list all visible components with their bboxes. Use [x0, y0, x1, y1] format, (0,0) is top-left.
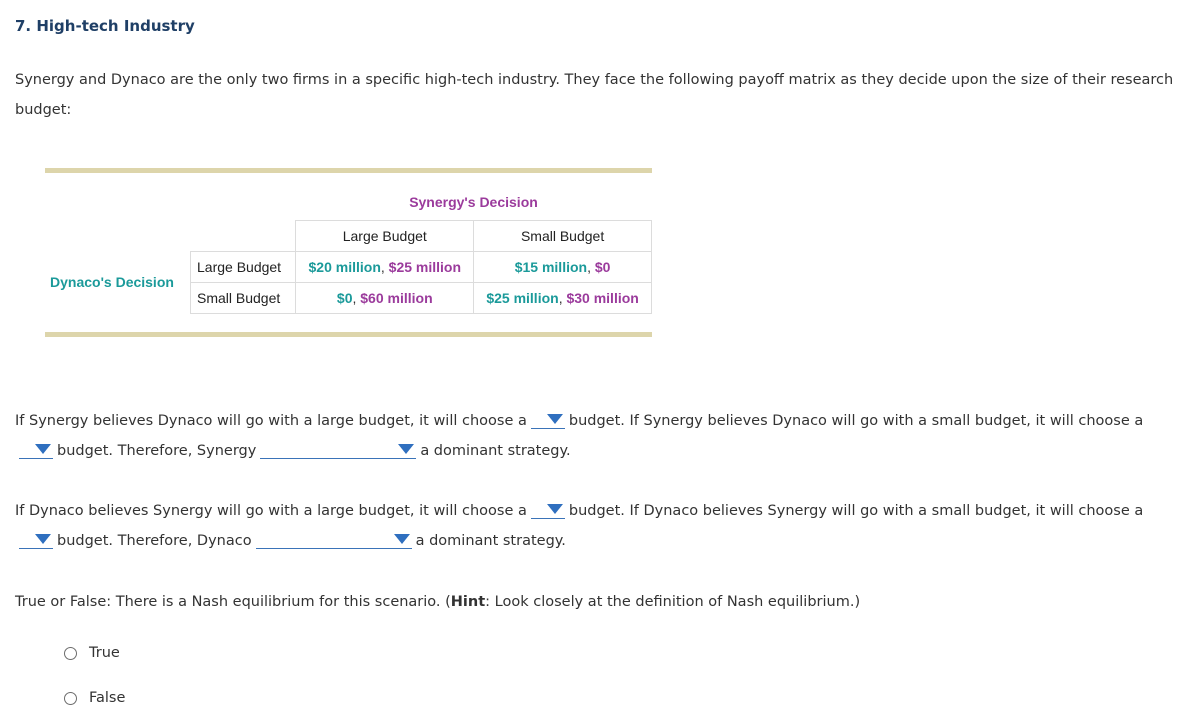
- payoff-cell: $20 million, $25 million: [296, 252, 474, 283]
- dynaco-dominant-strategy-dropdown[interactable]: [256, 530, 412, 549]
- synergy-payoff: $25 million: [388, 259, 462, 275]
- radio-button[interactable]: [64, 647, 77, 660]
- payoff-grid: [190, 220, 652, 314]
- table-row: [191, 283, 652, 314]
- radio-button[interactable]: [64, 692, 77, 705]
- question-intro: Synergy and Dynaco are the only two firms in a specific high-tech industry. They face the following payoff matrix as they decide upon the size of their research budget:: [15, 72, 1174, 118]
- triangle-down-icon: [398, 444, 414, 454]
- option-true[interactable]: [64, 645, 120, 661]
- table-top-rule: [45, 168, 652, 173]
- triangle-down-icon: [547, 504, 563, 514]
- col-small-budget: Small Budget: [474, 221, 652, 252]
- payoff-matrix: [45, 168, 652, 337]
- synergy-payoff: $60 million: [360, 290, 433, 306]
- synergy-decision-header: Synergy's Decision: [409, 194, 538, 210]
- col-large-budget: Large Budget: [296, 221, 474, 252]
- dynaco-payoff: $25 million: [486, 290, 559, 306]
- triangle-down-icon: [394, 534, 410, 544]
- synergy-payoff: $0: [594, 259, 611, 275]
- dynaco-payoff: $20 million: [308, 259, 381, 275]
- column-header-row: [191, 221, 652, 252]
- dynaco-payoff: $15 million: [514, 259, 588, 275]
- synergy-dominant-strategy-dropdown[interactable]: [260, 440, 416, 459]
- row-large-budget: Large Budget: [191, 252, 296, 283]
- question-title: 7. High-tech Industry: [15, 17, 195, 35]
- payoff-cell: $15 million, $0: [474, 252, 652, 283]
- dynaco-small-choice-dropdown[interactable]: [19, 530, 53, 549]
- synergy-question: If Synergy believes Dynaco will go with a large budget, it will choose a budget. If Synergy believes Dynaco will go with a small budget, it will choose a budget. Therefore, Synergy a dominant strategy.: [15, 406, 1175, 466]
- dynaco-payoff: $0: [336, 290, 353, 306]
- synergy-payoff: $30 million: [566, 290, 639, 306]
- option-label: True: [89, 645, 120, 661]
- dynaco-decision-header: Dynaco's Decision: [50, 274, 174, 290]
- hint-label: Hint: [450, 594, 486, 610]
- triangle-down-icon: [35, 534, 51, 544]
- nash-question: True or False: There is a Nash equilibrium for this scenario. (Hint: Look closely at the definition of Nash equilibrium.): [15, 594, 861, 610]
- dynaco-large-choice-dropdown[interactable]: [531, 500, 565, 519]
- table-bottom-rule: [45, 332, 652, 337]
- row-small-budget: Small Budget: [191, 283, 296, 314]
- option-label: False: [89, 690, 126, 706]
- table-row: [191, 252, 652, 283]
- payoff-cell: $25 million, $30 million: [474, 283, 652, 314]
- triangle-down-icon: [35, 444, 51, 454]
- dynaco-question: If Dynaco believes Synergy will go with a large budget, it will choose a budget. If Dynaco believes Synergy will go with a small budget, it will choose a budget. Therefore, Dynaco a dominant strategy.: [15, 496, 1175, 556]
- payoff-cell: $0, $60 million: [296, 283, 474, 314]
- option-false[interactable]: [64, 690, 125, 706]
- triangle-down-icon: [547, 414, 563, 424]
- synergy-small-choice-dropdown[interactable]: [19, 440, 53, 459]
- synergy-large-choice-dropdown[interactable]: [531, 410, 565, 429]
